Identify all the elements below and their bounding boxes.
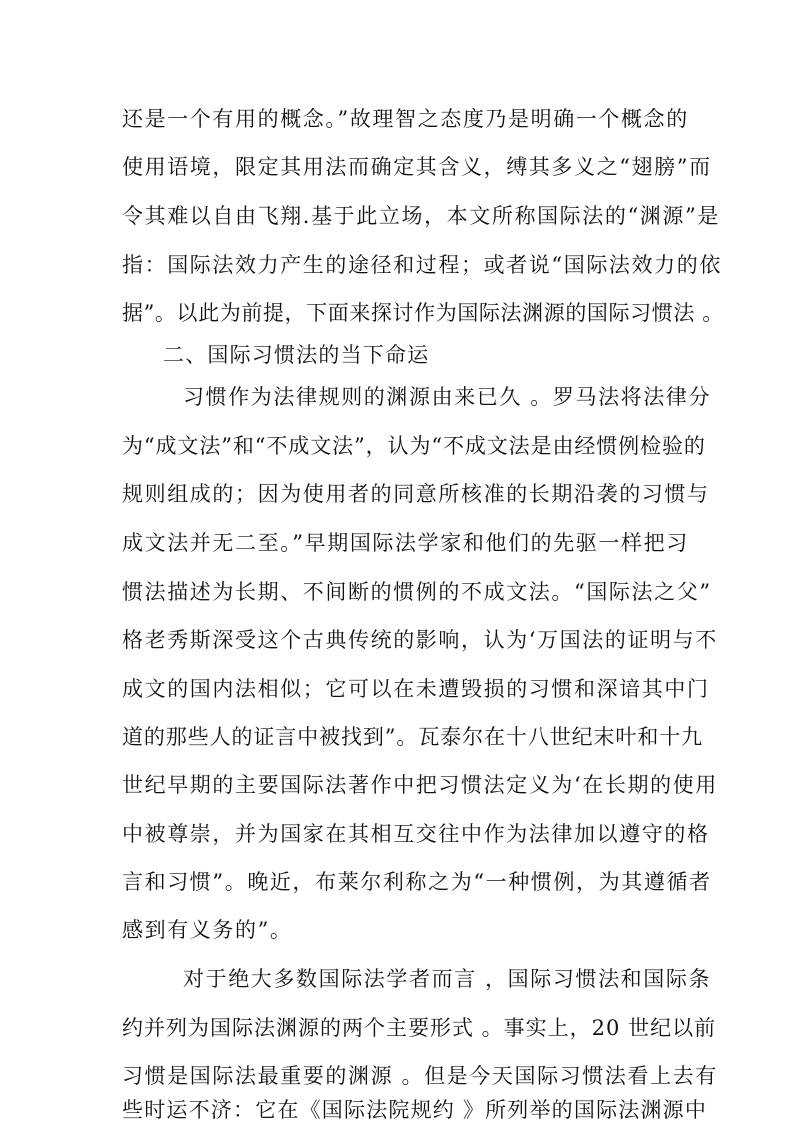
- paragraph-line: 习惯作为法律规则的渊源由来已久 。罗马法将法律分: [183, 385, 712, 409]
- paragraph-line: 道的那些人的证言中被找到”。瓦泰尔在十八世纪末叶和十九: [122, 725, 704, 749]
- paragraph-line: 成文的国内法相似；它可以在未遭毁损的习惯和深谙其中门: [122, 677, 710, 701]
- paragraph-line: 成文法并无二至。”早期国际法学家和他们的先驱一样把习: [122, 531, 689, 555]
- paragraph-line: 据”。以此为前提，下面来探讨作为国际法渊源的国际习惯法 。: [122, 301, 724, 325]
- paragraph-line: 感到有义务的”。: [122, 918, 293, 942]
- paragraph-line: 中被尊崇，并为国家在其相互交往中作为法律加以遵守的格: [122, 822, 710, 846]
- paragraph-line: 令其难以自由飞翔.基于此立场，本文所称国际法的“渊源”是: [122, 204, 720, 228]
- paragraph-line: 规则组成的；因为使用者的同意所核准的长期沿袭的习惯与: [122, 482, 710, 506]
- paragraph-line: 格老秀斯深受这个古典传统的影响，认为‘万国法的证明与不: [122, 628, 718, 652]
- section-heading: 二、国际习惯法的当下命运: [163, 343, 430, 367]
- paragraph-line: 惯法描述为长期、不间断的惯例的不成文法。“国际法之父”: [122, 580, 712, 604]
- paragraph-line: 言和习惯”。晚近，布莱尔利称之为“一种惯例，为其遵循者: [122, 870, 712, 894]
- paragraph-line: 指：国际法效力产生的途径和过程；或者说“国际法效力的依: [122, 253, 722, 277]
- paragraph-line: 使用语境，限定其用法而确定其含义，缚其多义之“翅膀”而: [122, 155, 712, 179]
- paragraph-line: 对于绝大多数国际法学者而言 ，国际习惯法和国际条: [183, 967, 712, 991]
- paragraph-line: 习惯是国际法最重要的渊源 。但是今天国际习惯法看上去有: [122, 1064, 718, 1088]
- paragraph-line: 些时运不济：它在《国际法院规约 》所列举的国际法渊源中: [122, 1098, 708, 1122]
- paragraph-line: 还是一个有用的概念。”故理智之态度乃是明确一个概念的: [122, 107, 689, 131]
- paragraph-line: 为“成文法”和“不成文法”，认为“不成文法是由经惯例检验的: [122, 434, 706, 458]
- paragraph-line: 约并列为国际法渊源的两个主要形式 。事实上，20 世纪以前: [122, 1016, 717, 1040]
- paragraph-line: 世纪早期的主要国际法著作中把习惯法定义为‘在长期的使用: [122, 773, 718, 797]
